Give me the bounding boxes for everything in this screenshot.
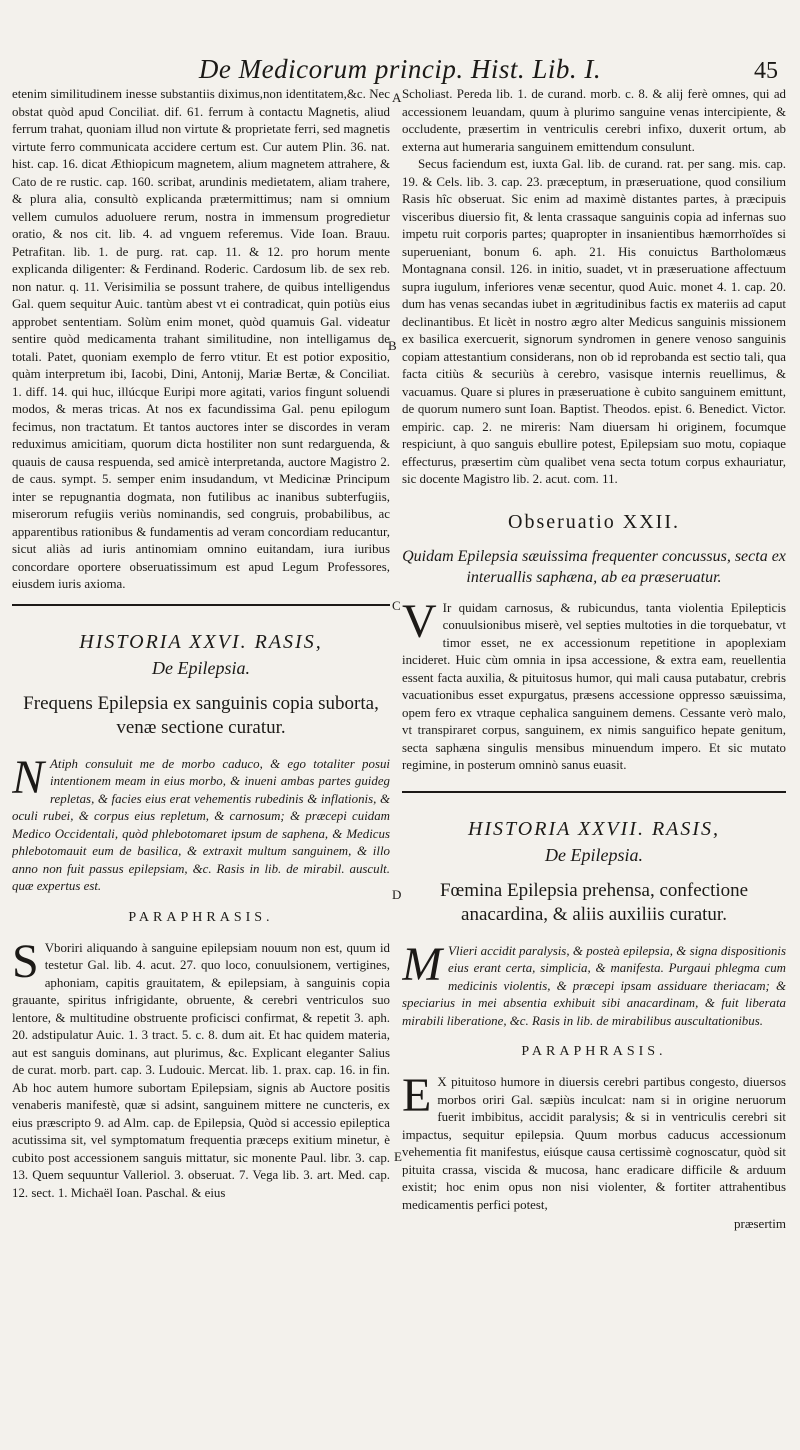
historia-xxvi-title: HISTORIA XXVI. RASIS, — [79, 630, 323, 653]
historia-xxvii-case-text — [402, 937, 786, 1031]
case-text-body-right: Vlieri accidit paralysis, & posteà epilepsia, & signa dispositionis eius erant certa, simplicia, & manifesta. Purgaui phlegma cum medicinis violentis, & præcepi ipsam assiduare theriacam; & speciarius in mei absentia exhibuit sibi anacardinam, & fuit liberata mirabili liberatione, &c. Rasis in lib. de mirabilibus auscultationibus. — [402, 943, 786, 1028]
observatio-xxii-title: Obseruatio XXII. — [508, 510, 680, 533]
margin-letter-a: A — [392, 90, 402, 105]
paraphrasis-body-right: X pituitoso humore in diuersis cerebri partibus congesto, diuersos morbos oriri Gal. sæpiùs inculcat: nam si in origine neruorum fuerit imbibitus, accidit paralysis; & si in ventriculis cerebri sit impactus, sequitur epilepsia. Quum morbus caducus accessionum vehementia fit manifestus, eiúsque causa certissimè cognoscatur, quòd sit pituita crassa, viscida & mucosa, hanc eradicare difficile & arduum existit; hoc enim opus non nisi violenter, & fortiter attrahentibus medicamentis perfici potest, — [402, 1075, 786, 1212]
observatio-xxii-text — [402, 594, 786, 775]
historia-xxvi-subtitle: De Epilepsia. — [152, 657, 250, 678]
paraphrasis-heading-right: PARAPHRASIS. — [521, 1044, 667, 1059]
historia-xxvi-case-text — [12, 750, 390, 896]
drop-cap-e: E — [402, 1069, 432, 1122]
paraphrasis-text — [12, 934, 390, 1203]
paraphrasis-heading: PARAPHRASIS. — [128, 909, 274, 925]
catchword: præsertim — [734, 1216, 786, 1231]
left-continuation-paragraph: etenim similitudinem inesse substantiis diximus,non identitatem,&c. Nec obstat quòd apud Conciliat. dif. 61. ferrum à contactu Magnetis, aliud ferrum trahat, quoniam illud non virtute & proprietate ferri, sed magnetis virtute ferro communicata accidere certum est. Cur autem Plin. 36. nat. hist. cap. 16. dicat Æthiopicum magnetem, alium magnetem attrahere, & Cato de re rustic. cap. 160. scribat, arundinis medietatem, aliam trahere, & plura alia, consultò explicanda prætermittimus; nam si omnium vellem cumulos aduoluere rerum, nostra in immensum progredietur oratio, & nos cit. lib. 4. ad vnguem referemus. Vide Ioan. Brauu. Petrafitan. lib. 1. de purg. rat. cap. 11. & 12. pro horum mente explicanda diligenter: & Ferdinand. Roderic. Cardosum lib. de sex reb. non natur. q. 11. Verisimilia se possunt trahere, de quibus intelligendus Gal. quem sequitur Auic. tantùm abest vt ei contradicat, quin potiùs eius approbet sententiam. Solùm enim monet, quòd quamuis Gal. videatur sentire quòd medicamenta trahant similitudine, non intelligamus de totali. Patet, quoniam exemplo de ferro vtitur. Et est potior expositio, quàm interpretum ibi, Iacobi, Dini, Antonij, Mariæ Bertæ, & Conciliat. 1. diff. 14. qui huc, illúcque Euripi more agitati, varios fingunt soluendi modos, & meras tricas. At nos ex facundissima Gal. penu epilogum fecimus, non tractatum. Et tantos auctores inter se discordes in veram reduximus amicitiam, quorum dicta hostiliter non sunt redarguenda, & quauis de causa respuenda, sed amicè interpretanda, auctore Magistro 2. de caus. sympt. 5. semper enim insudandum, vt Medicinæ Principum inter se repugnantia dogmata, non futilibus ac inanibus subterfugiis, miserorum refugiis veriùs nominandis, sed congruis, probabilibus, ac apparentibus rationibus & fundamentis ad veram concordiam reducantur, sicut aliàs ad iuris antinomiam omnino euitandam, iura iuribus concordare oportere obseruatissimum est apud Legum Professores, eiusdem iuris axioma. — [12, 87, 390, 591]
page-number: 45 — [754, 58, 778, 84]
running-head: De Medicorum princip. Hist. Lib. I. — [198, 54, 602, 84]
margin-letter-d: D — [392, 887, 402, 902]
drop-cap-m: M — [402, 937, 442, 991]
drop-cap-s: S — [12, 934, 39, 988]
observatio-body: Ir quidam carnosus, & rubicundus, tanta violentia Epilepticis conuulsionibus miserè, vel septies multoties in die torquebatur, vt timor esset, ne ex accessionum repetitione in apoplexiam incideret. Huic cùm omnia in ipsa accessione, & extra eam, reuellentia essent facta auxilia, & pituitosus humor, qui mali causa putabatur, crebris vacuationibus esset expurgatus, præsens accessione oppresso sæuissima, opem fero ex vtraque cephalica sanguinem demens. Cessante verò malo, vt transpiraret corpus, sanguinem, ex nimis sanguifico hepate genitum, secta saphæna singulis mensibus minuendum impero. Et sic mutato regimine, in posterum omninò sanus euasit. — [402, 600, 786, 772]
margin-letter-b: B — [388, 338, 397, 353]
historia-xxvii-case-title: Fœmina Epilepsia prehensa, confectione anacardina, & aliis auxiliis curatur. — [439, 879, 749, 925]
margin-letter-c: C — [392, 598, 401, 613]
paraphrasis-body: Vboriri aliquando à sanguine epilepsiam nouum non est, quum id testetur Gal. lib. 4. acut. 27. quo loco, conuulsionem, vertigines, aphoniam, capitis grauitatem, & epilepsiam, à sanguinis copia grauante, spiritus infrigidante, obruente, & cerebri ventriculos suo lentore, & multitudine obstruente proficisci confirmat, & repetit 3. aph. 20. adstipulatur Auic. 1. 3 tract. 5. c. 8. dum ait. Et hac quidem materia, aut est sanguis dominans, aut plurimus, &c. Explicant eleganter Salius de curat. morb. part. cap. 3. Ludouic. Mercat. lib. 1. prax. cap. 16. in fin. Ab hoc autem humore subortam Epilepsiam, signis ab Auctore positis venaberis manifestè, quæ si adsint, sanguinem mittere ne cuncteris, ex eius præscripto 9. ad Alm. cap. de Epilepsia, Quòd si accessio epileptica acutissima sit, vel symptomatum frequentia præceps exitium minetur, è cubito post accessionem sanguis mittatur, sic monente Paul. libr. 3. cap. 13. Quem sequuntur Valleriol. 3. obseruat. 7. Vega lib. 3. art. Med. cap. 12. sect. 1. Michaël Ioan. Paschal. & eius — [12, 940, 390, 1200]
section-rule — [12, 604, 390, 606]
page-header — [0, 52, 800, 88]
historia-xxvii-subtitle: De Epilepsia. — [545, 844, 643, 865]
observatio-xxii-subtitle: Quidam Epilepsia sæuissima frequenter concussus, secta ex interuallis saphæna, ab ea præseruatur. — [402, 547, 786, 586]
left-column — [12, 86, 390, 1448]
case-text-body: Atiph consuluit me de morbo caduco, & ego totaliter posui intentionem meam in eius morbo, & inueni ambas partes guideg repletas, & facies eius erat vehementis rubedinis & inflationis, & oculi rubei, & corpus eius repletum, & carnosum; & præcepi cuidam Medico Occidentali, quòd phlebotomaret ipsum de saphena, & Medicus phlebotomauit eum de basilica, & extraxit multum sanguinem, & illo anno non fuit passus epilepsiam, &c. Rasis in lib. de mirabil. auscult. quæ expertus est. — [12, 756, 390, 893]
drop-cap-v: V — [402, 594, 437, 648]
right-continuation-paragraph: Scholiast. Pereda lib. 1. de curand. morb. c. 8. & alij ferè omnes, qui ad accessionem leuandam, quum à plurimo sanguine venas intercipiente, & occludente, præsertim in ventriculis cerebri infixo, duxerit ortum, ab externa aut humeraria sanguinem emittendum consulunt. — [402, 87, 786, 154]
historia-xxvi-case-title: Frequens Epilepsia ex sanguinis copia suborta, venæ sectione curatur. — [23, 692, 379, 738]
drop-cap-n: N — [12, 750, 45, 804]
margin-letter-e: E — [394, 1149, 402, 1164]
right-second-paragraph: Secus faciendum est, iuxta Gal. lib. de curand. rat. per sang. mis. cap. 19. & Cels. lib. 3. cap. 23. præceptum, in præseruatione, quod consilium Rasis hîc obseruat. Sic enim ad maximè distantes partes, à præcipuis visceribus diuersio fit, & lenta crassaque sanguinis copia ad infernas suo impetu ruit corporis partes; quapropter in insanientibus hæmorrhoïdes si superueniant, bonum 6. aph. 21. His conuictus Bartholomæus Montagnana consil. 126. in initio, suadet, vt in præseruatione affectuum supra iugulum, inferiores venæ secentur, quod Auic. monet 4. 1. cap. 20. dum has venas secandas iubet in ægritudinibus factis ex materiis ad caput declinantibus. Et licèt in nostro ægro alter Medicus sanguinis missionem ex basilica exercuerit, signorum syndromen in genere venoso sanguinis copiam attestantium considerans, non ob id reprobanda est sectio tali, qua facta citiùs & securiùs à cerebro, vasisque internis reuellimus, & vacuamus. Quare si plures in præseruatione è cubito sanguinem emittunt, de quorum numero sunt Ioan. Baptist. Theodos. epist. 6. Benedict. Victor. empiric. cap. 2. ne mireris: Nam diuersam hi originem, focumque respiciunt, à quo sanguis ebullire potest, Epilepsiam suo motu, copiaque effecturus, præsertim cùm qualibet vena secta totum corpus exhauriatur, sic docente Magistro lib. 2. acut. com. 11. — [402, 157, 786, 486]
historia-xxvii-title: HISTORIA XXVII. RASIS, — [467, 817, 721, 840]
right-column — [402, 86, 786, 1448]
paraphrasis-text-right — [402, 1069, 786, 1214]
section-rule-right — [402, 791, 786, 793]
